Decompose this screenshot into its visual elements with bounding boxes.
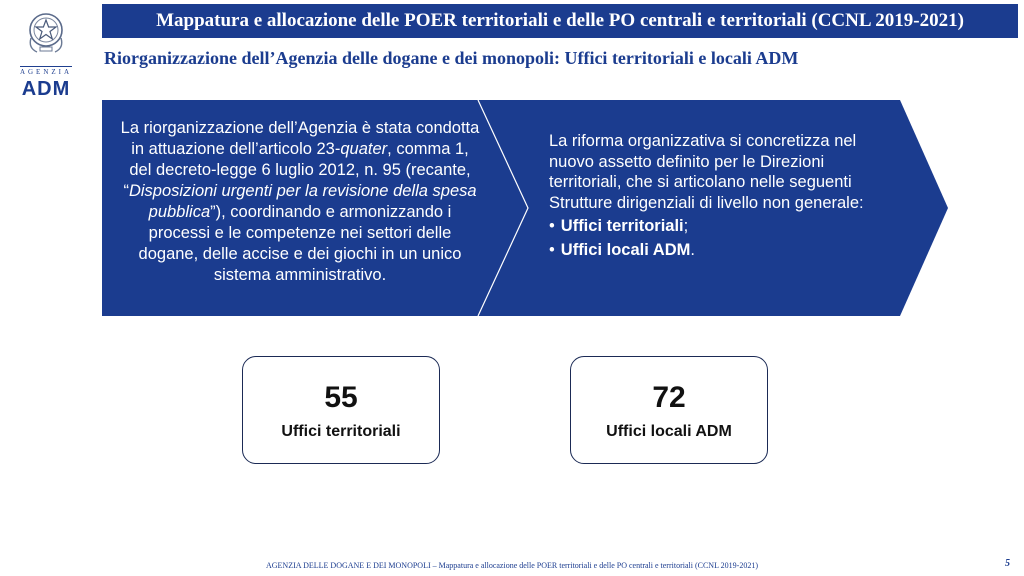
bullet-icon: • [549, 240, 555, 259]
right-panel-intro: La riforma organizzativa si concretizza nel nuovo assetto definito per le Direzioni territoriali, che si articolano nelle seguenti Strutture dirigenziali di livello non generale: [549, 132, 864, 212]
list-item [549, 216, 889, 237]
page-number: 5 [1005, 558, 1010, 569]
bullet-suffix: ; [683, 217, 689, 235]
bullet-label: Uffici territoriali [560, 217, 684, 235]
bullet-icon: • [549, 217, 555, 235]
left-text-italic-2: Disposizioni urgenti per la revisione della spesa pubblica [128, 182, 477, 221]
footer-text: AGENZIA DELLE DOGANE E DEI MONOPOLI – Mappatura e allocazione delle POER territoriali e delle PO centrali e territoriali (CCNL 2019-2021) [265, 561, 758, 570]
bullet-label: Uffici locali ADM [560, 240, 691, 259]
left-text-part-2: , comma 1, del decreto-legge 6 luglio 2012, n. 95 (recante, “ [123, 140, 471, 200]
bullet-suffix: . [690, 240, 695, 259]
stat-value: 55 [324, 381, 358, 414]
stat-card-territorial [242, 356, 440, 464]
stat-label: Uffici locali ADM [606, 423, 732, 440]
left-text-part-1: La riorganizzazione dell’Agenzia è stata condotta in attuazione dell’articolo 23- [120, 119, 480, 158]
logo-agency-word: AGENZIA [19, 68, 73, 76]
left-text-italic-1: quater [340, 140, 388, 158]
logo-rule [20, 66, 72, 67]
list-item [549, 240, 889, 261]
page-title: Mappatura e allocazione delle POER territoriali e delle PO centrali e territoriali (CCNL 2019-2021) [102, 4, 1018, 38]
italian-emblem-icon [25, 8, 67, 56]
left-panel-text [118, 118, 482, 286]
office-type-list [549, 216, 889, 260]
stat-card-local [570, 356, 768, 464]
stat-value: 72 [652, 381, 686, 414]
right-panel-text [549, 131, 889, 260]
page-subtitle: Riorganizzazione dell’Agenzia delle dogane e dei monopoli: Uffici territoriali e locali ADM [104, 48, 799, 68]
stat-label: Uffici territoriali [281, 423, 401, 440]
adm-logo [18, 8, 74, 98]
logo-acronym: ADM [21, 78, 71, 100]
left-text-part-3: ”), coordinando e armonizzando i processi e le competenze nei settori delle dogane, delle accise e dei giochi in un unico sistema amministrativo. [138, 203, 462, 284]
